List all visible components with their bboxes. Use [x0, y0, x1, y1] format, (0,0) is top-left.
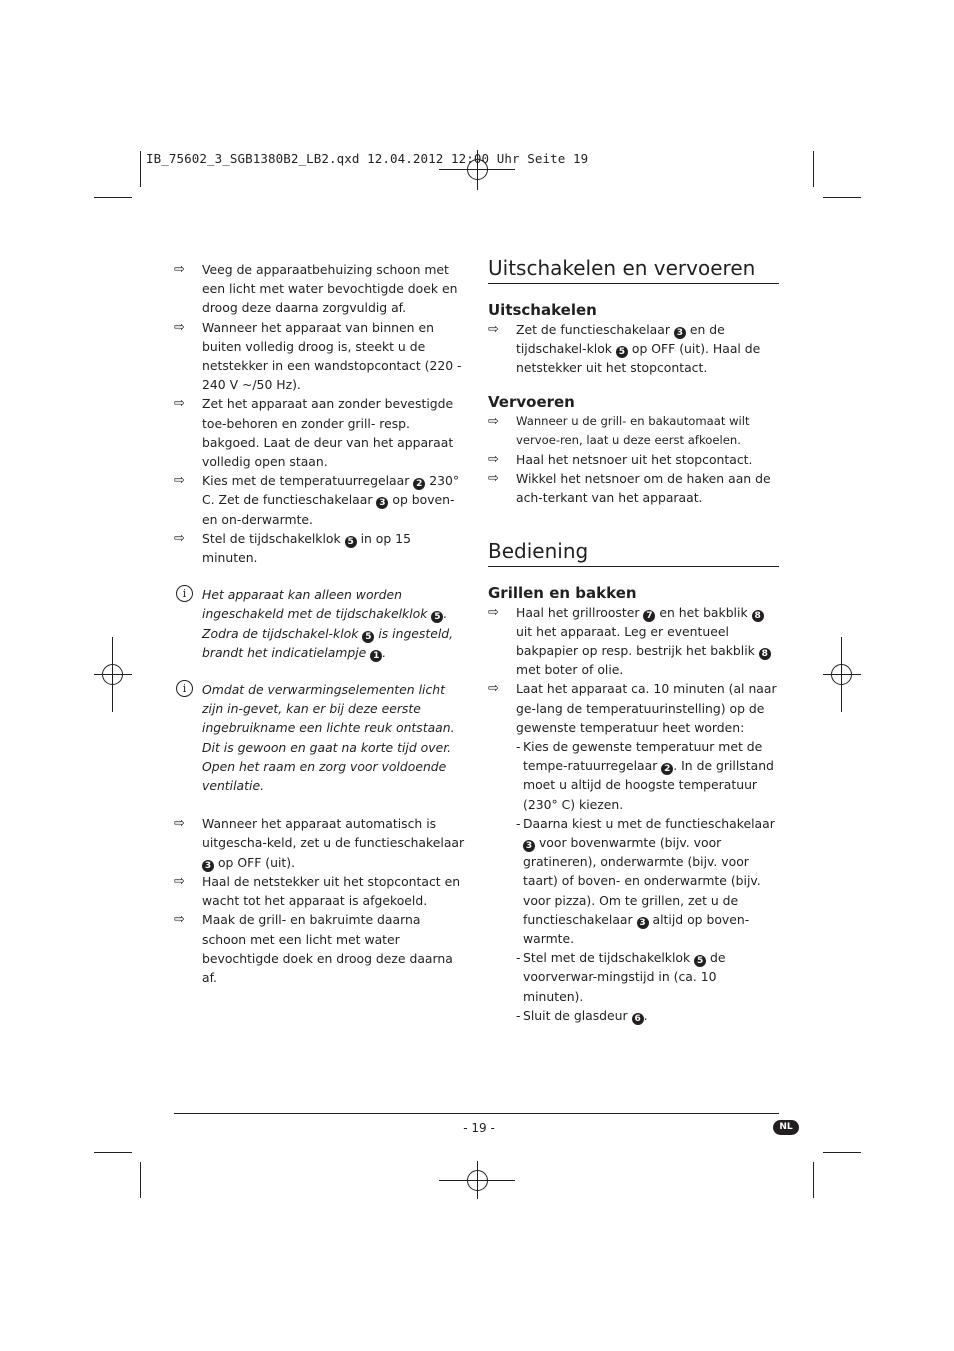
crop-mark	[94, 197, 132, 198]
crop-mark	[823, 197, 861, 198]
list-item: ⇨ Haal het netsnoer uit het stopcontact.	[488, 450, 779, 469]
info-icon: i	[176, 585, 193, 602]
subsection-title: Grillen en bakken	[488, 583, 637, 602]
list-item: ⇨ Zet de functieschakelaar 3 en de tijdschakel-klok 5 op OFF (uit). Haal de netstekker uit het stopcontact.	[488, 322, 761, 376]
subsection-title: Uitschakelen	[488, 301, 597, 319]
section-title: Bediening	[488, 539, 779, 567]
number-badge: 5	[694, 955, 706, 967]
list-item: ⇨ Wanneer u de grill- en bakautomaat wilt vervoe-ren, laat u deze eerst afkoelen.	[488, 413, 750, 447]
info-note: i Omdat de verwarmingselementen licht zijn in-gevet, kan er bij deze eerste ingebruikname een lichte reuk ontstaan. Dit is gewoon en gaat na korte tijd over. Open het raam en zorg voor voldoende ventilatie.	[174, 680, 466, 795]
number-badge: 5	[345, 536, 357, 548]
list-item: ⇨ Haal de netstekker uit het stopcontact en wacht tot het apparaat is afgekoeld.	[174, 873, 461, 909]
number-badge: 3	[523, 840, 535, 852]
arrow-right-icon: ⇨	[174, 396, 185, 412]
arrow-right-icon: ⇨	[174, 912, 185, 928]
print-slug: IB_75602_3_SGB1380B2_LB2.qxd 12.04.2012 12:00 Uhr Seite 19	[146, 151, 589, 166]
footer-rule	[174, 1113, 779, 1114]
arrow-right-icon: ⇨	[488, 471, 499, 487]
list-item: ⇨ Kies met de temperatuurregelaar 2 230° C. Zet de functieschakelaar 3 op boven- en on-derwarmte.	[174, 473, 460, 527]
sub-item: - Sluit de glasdeur 6 .	[516, 1007, 648, 1024]
arrow-right-icon: ⇨	[488, 452, 499, 468]
number-badge: 8	[752, 610, 764, 622]
arrow-right-icon: ⇨	[174, 816, 185, 832]
number-badge: 5	[362, 631, 374, 643]
right-column	[488, 256, 779, 1025]
sub-item: - Kies de gewenste temperatuur met de tempe-ratuurregelaar 2 . In de grillstand moet u altijd de hoogste temperatuur (230° C) kiezen.	[516, 739, 774, 812]
arrow-right-icon: ⇨	[174, 530, 185, 546]
list-item: ⇨ Laat het apparaat ca. 10 minuten (al naar ge-lang de temperatuurinstelling) op de gewenste temperatuur heet worden: - Kies de gewenste temperatuur met de tempe-ratuurregelaar 2 . In de grillstand moet u altijd de hoogste temperatuur (230° C) kiezen. - Daarna kiest u met de functieschakelaar 3 voor bovenwarmte (bijv. voor gratineren), onderwarmte (bijv. voor taart) of boven- en onderwarmte (bijv. voor pizza). Om te grillen, zet u de functieschakelaar 3 altijd op boven-warmte. - Stel met de tijdschakelklok 5 de voorverwar-mingstijd in (ca. 10 minuten). - Sluit de glasdeur 6 .	[488, 679, 779, 1025]
registration-circle	[467, 1170, 488, 1191]
page-number: - 19 -	[463, 1121, 495, 1135]
number-badge: 1	[370, 650, 382, 662]
number-badge: 5	[431, 611, 443, 623]
number-badge: 3	[376, 497, 388, 509]
number-badge: 2	[661, 763, 673, 775]
list-item: ⇨ Wanneer het apparaat automatisch is uitgescha-keld, zet u de functieschakelaar 3 op OFF (uit).	[174, 816, 465, 871]
crop-mark	[140, 151, 141, 187]
sub-item: - Daarna kiest u met de functieschakelaar 3 voor bovenwarmte (bijv. voor gratineren), onderwarmte (bijv. voor taart) of boven- en onderwarmte (bijv. voor pizza). Om te grillen, zet u de functieschakelaar 3 altijd op boven-warmte.	[516, 815, 775, 947]
section-title: Uitschakelen en vervoeren	[488, 256, 779, 284]
arrow-right-icon: ⇨	[174, 319, 185, 335]
arrow-right-icon: ⇨	[488, 413, 499, 429]
info-icon: i	[176, 680, 193, 697]
list-item: ⇨ Stel de tijdschakelklok 5 in op 15 minuten.	[174, 530, 411, 566]
list-item: ⇨ Veeg de apparaatbehuizing schoon met een licht met water bevochtigde doek en droog deze daarna zorgvuldig af.	[174, 262, 458, 316]
info-note: i Het apparaat kan alleen worden ingeschakeld met de tijdschakelklok 5 . Zodra de tijdschakel-klok 5 is ingesteld, brandt het indicatielampje 1 .	[174, 585, 466, 662]
number-badge: 8	[759, 648, 771, 660]
registration-circle	[102, 664, 123, 685]
number-badge: 3	[637, 917, 649, 929]
number-badge: 2	[413, 478, 425, 490]
left-column	[174, 260, 466, 987]
subsection-title: Vervoeren	[488, 392, 575, 411]
number-badge: 6	[632, 1013, 644, 1025]
arrow-right-icon: ⇨	[488, 322, 499, 337]
arrow-right-icon: ⇨	[488, 604, 499, 620]
sub-item: - Stel met de tijdschakelklok 5 de voorverwar-mingstijd in (ca. 10 minuten).	[516, 950, 726, 1004]
list-item: ⇨ Haal het grillrooster 7 en het bakblik 8 uit het apparaat. Leg er eventueel bakpapier op resp. bestrijk het bakblik 8 met boter of olie.	[488, 603, 779, 680]
list-item: ⇨ Wikkel het netsnoer om de haken aan de ach-terkant van het apparaat.	[488, 471, 771, 506]
crop-mark	[823, 1152, 861, 1153]
arrow-right-icon: ⇨	[174, 262, 185, 277]
crop-mark	[140, 1162, 141, 1198]
registration-circle	[467, 159, 488, 180]
arrow-right-icon: ⇨	[174, 873, 185, 889]
list-item: ⇨ Wanneer het apparaat van binnen en buiten volledig droog is, steekt u de netstekker in een wandstopcontact (220 - 240 V ~/50 Hz).	[174, 319, 462, 393]
registration-circle	[831, 664, 852, 685]
arrow-right-icon: ⇨	[488, 681, 499, 697]
number-badge: 3	[674, 327, 686, 339]
number-badge: 3	[202, 860, 214, 872]
list-item: ⇨ Zet het apparaat aan zonder bevestigde toe-behoren en zonder grill- resp. bakgoed. Laat de deur van het apparaat volledig open staan.	[174, 396, 454, 470]
language-badge: NL	[773, 1120, 799, 1135]
list-item: ⇨ Maak de grill- en bakruimte daarna schoon met een licht met water bevochtigde doek en droog deze daarna af.	[174, 912, 453, 985]
number-badge: 5	[616, 346, 628, 358]
arrow-right-icon: ⇨	[174, 473, 185, 489]
crop-mark	[94, 1152, 132, 1153]
crop-mark	[813, 1162, 814, 1198]
crop-mark	[813, 151, 814, 187]
number-badge: 7	[643, 610, 655, 622]
